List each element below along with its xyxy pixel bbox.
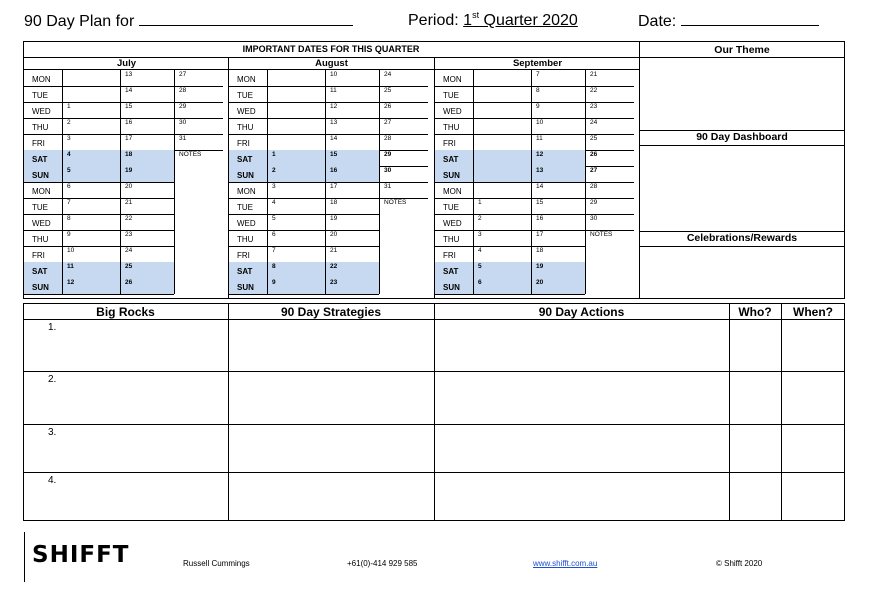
calendar-row <box>229 230 379 246</box>
our-theme-title: Our Theme <box>714 44 770 56</box>
date-number: 21 <box>590 71 598 78</box>
date-number: 8 <box>536 87 540 94</box>
date-number: 14 <box>330 135 338 142</box>
date-number: 5 <box>272 215 276 222</box>
date-number: 16 <box>330 167 338 174</box>
calendar-row <box>24 86 174 102</box>
weekday-label: SAT <box>237 267 253 276</box>
notes-label: NOTES <box>590 231 613 238</box>
weekday-label: MON <box>32 75 51 84</box>
weekday-label: WED <box>443 219 462 228</box>
weekday-label: SUN <box>32 283 49 292</box>
month-july <box>24 58 229 292</box>
month-title: September <box>435 58 640 70</box>
strategies-header: 90 Day Strategies <box>280 305 382 319</box>
date-number: 3 <box>478 231 482 238</box>
calendar-row <box>24 182 174 198</box>
date-number: 27 <box>590 167 598 174</box>
date-number: 7 <box>67 199 71 206</box>
date-number: 19 <box>125 167 133 174</box>
month-september <box>435 58 640 292</box>
calendar-row <box>435 182 585 198</box>
date-number: 9 <box>272 279 276 286</box>
date-number: 13 <box>125 71 133 78</box>
date-number: 18 <box>330 199 338 206</box>
date-number: 10 <box>330 71 338 78</box>
date-number: 10 <box>67 247 75 254</box>
calendar-row <box>435 246 585 262</box>
date-number: 21 <box>330 247 338 254</box>
date-number: 15 <box>536 199 544 206</box>
weekday-label: WED <box>32 219 51 228</box>
calendar-row <box>229 102 379 118</box>
date-number: 29 <box>384 151 392 158</box>
calendar-row <box>435 134 585 150</box>
calendar-row <box>435 150 585 166</box>
date-number: 27 <box>384 119 392 126</box>
weekday-label: THU <box>237 235 254 244</box>
month-title: July <box>24 58 229 70</box>
date-number: 24 <box>125 247 133 254</box>
important-dates-title: IMPORTANT DATES FOR THIS QUARTER <box>242 44 420 54</box>
calendar-row <box>24 166 174 182</box>
date-number: 19 <box>330 215 338 222</box>
calendar-row <box>229 70 379 86</box>
shifft-logo: SHIFFT <box>32 542 130 568</box>
weekday-label: THU <box>32 123 49 132</box>
calendar-row <box>229 278 379 294</box>
period-label: Period: 1st Quarter 2020 <box>408 10 578 29</box>
weekday-label: SUN <box>443 171 460 180</box>
website-link[interactable]: www.shifft.com.au <box>533 559 598 568</box>
date-number: 11 <box>330 87 337 94</box>
date-number: 6 <box>272 231 276 238</box>
weekday-label: TUE <box>237 91 253 100</box>
date-number: 6 <box>478 279 482 286</box>
date-number: 25 <box>125 263 133 270</box>
weekday-label: FRI <box>237 251 250 260</box>
weekday-label: MON <box>237 75 256 84</box>
date-number: 7 <box>272 247 276 254</box>
month-title: August <box>229 58 434 70</box>
date-number: 24 <box>384 71 392 78</box>
when-header: When? <box>793 305 833 319</box>
date-number: 10 <box>536 119 544 126</box>
date-number: 28 <box>179 87 187 94</box>
calendar-row <box>24 102 174 118</box>
date-number: 31 <box>179 135 187 142</box>
calendar-row <box>24 246 174 262</box>
date-number: 5 <box>478 263 482 270</box>
date-number: 14 <box>125 87 133 94</box>
actions-header: 90 Day Actions <box>538 305 625 319</box>
calendar-row <box>24 150 174 166</box>
date-number: 26 <box>384 103 392 110</box>
date-number: 23 <box>590 103 598 110</box>
calendar-row <box>435 230 585 246</box>
weekday-label: WED <box>237 107 256 116</box>
phone-number: +61(0)-414 929 585 <box>347 559 418 568</box>
weekday-label: THU <box>443 123 460 132</box>
big-rock-number: 3. <box>48 427 57 438</box>
date-number: 8 <box>67 215 71 222</box>
date-number: 22 <box>590 87 598 94</box>
weekday-label: THU <box>443 235 460 244</box>
weekday-label: SAT <box>443 267 459 276</box>
date-number: 26 <box>590 151 598 158</box>
date-number: 30 <box>384 167 392 174</box>
period-value: 1st Quarter 2020 <box>463 10 578 29</box>
calendar-row <box>435 86 585 102</box>
date-number: 2 <box>272 167 276 174</box>
big-rock-number: 4. <box>48 475 57 486</box>
weekday-label: SAT <box>32 267 48 276</box>
weekday-label: TUE <box>443 203 459 212</box>
date-number: 11 <box>536 135 543 142</box>
date-number: 16 <box>536 215 544 222</box>
date-number: 11 <box>67 263 74 270</box>
date-number: 6 <box>67 183 71 190</box>
date-number: 3 <box>67 135 71 142</box>
date-number: 23 <box>125 231 133 238</box>
date-number: 17 <box>330 183 338 190</box>
calendar-row <box>229 214 379 230</box>
date-number: 9 <box>67 231 71 238</box>
calendar-row <box>229 166 379 182</box>
date-number: 20 <box>125 183 133 190</box>
weekday-label: FRI <box>443 139 456 148</box>
calendar-row <box>435 102 585 118</box>
weekday-label: SUN <box>237 283 254 292</box>
weekday-label: FRI <box>32 251 45 260</box>
calendar-row <box>229 198 379 214</box>
notes-label: NOTES <box>179 151 202 158</box>
date-number: 21 <box>125 199 133 206</box>
weekday-label: SAT <box>237 155 253 164</box>
date-number: 22 <box>125 215 133 222</box>
date-number: 27 <box>179 71 187 78</box>
date-number: 22 <box>330 263 338 270</box>
weekday-label: WED <box>237 219 256 228</box>
date-number: 5 <box>67 167 71 174</box>
date-number: 20 <box>536 279 544 286</box>
calendar-row <box>229 86 379 102</box>
date-number: 29 <box>179 103 187 110</box>
date-number: 9 <box>536 103 540 110</box>
date-number: 4 <box>67 151 71 158</box>
date-blank[interactable] <box>681 12 819 26</box>
date-number: 19 <box>536 263 544 270</box>
calendar-row <box>435 262 585 278</box>
date-number: 30 <box>590 215 598 222</box>
weekday-label: THU <box>237 123 254 132</box>
date-number: 18 <box>125 151 133 158</box>
date-number: 25 <box>384 87 392 94</box>
weekday-label: SUN <box>443 283 460 292</box>
weekday-label: WED <box>443 107 462 116</box>
date-number: 30 <box>179 119 187 126</box>
date-number: 1 <box>478 199 482 206</box>
calendar-row <box>229 150 379 166</box>
calendar-row <box>435 198 585 214</box>
date-number: 28 <box>384 135 392 142</box>
weekday-label: SUN <box>237 171 254 180</box>
big-rock-number: 1. <box>48 322 57 333</box>
date-number: 13 <box>536 167 544 174</box>
calendar-row <box>435 70 585 86</box>
weekday-label: MON <box>443 75 462 84</box>
date-label: Date: <box>638 12 819 31</box>
copyright-text: © Shifft 2020 <box>716 559 763 568</box>
date-number: 16 <box>125 119 133 126</box>
weekday-label: FRI <box>32 139 45 148</box>
weekday-label: MON <box>32 187 51 196</box>
notes-label: NOTES <box>384 199 407 206</box>
calendar-row <box>435 118 585 134</box>
weekday-label: FRI <box>237 139 250 148</box>
calendar-row <box>229 118 379 134</box>
calendar-row <box>435 166 585 182</box>
date-number: 4 <box>478 247 482 254</box>
date-number: 25 <box>590 135 598 142</box>
date-number: 24 <box>590 119 598 126</box>
weekday-label: SUN <box>32 171 49 180</box>
date-number: 4 <box>272 199 276 206</box>
date-number: 1 <box>272 151 276 158</box>
plan-for-label: 90 Day Plan for <box>24 12 353 31</box>
date-number: 23 <box>330 279 338 286</box>
big-rocks-header: Big Rocks <box>96 305 155 319</box>
calendar-row <box>229 246 379 262</box>
date-number: 15 <box>330 151 338 158</box>
weekday-label: THU <box>32 235 49 244</box>
calendar-row <box>24 262 174 278</box>
calendar-row <box>24 230 174 246</box>
celebrations-title: Celebrations/Rewards <box>686 232 798 244</box>
calendar-row <box>229 182 379 198</box>
logo-divider <box>24 532 25 582</box>
date-number: 3 <box>272 183 276 190</box>
calendar-row <box>24 278 174 294</box>
calendar-row <box>24 198 174 214</box>
weekday-label: MON <box>237 187 256 196</box>
calendar-row <box>24 214 174 230</box>
date-number: 17 <box>125 135 133 142</box>
weekday-label: MON <box>443 187 462 196</box>
weekday-label: WED <box>32 107 51 116</box>
who-header: Who? <box>738 305 772 319</box>
date-number: 18 <box>536 247 544 254</box>
calendar-row <box>435 278 585 294</box>
calendar-row <box>24 118 174 134</box>
calendar-row <box>229 262 379 278</box>
big-rock-number: 2. <box>48 374 57 385</box>
date-number: 8 <box>272 263 276 270</box>
date-number: 7 <box>536 71 540 78</box>
date-number: 15 <box>125 103 133 110</box>
calendar-row <box>229 134 379 150</box>
weekday-label: TUE <box>443 91 459 100</box>
plan-for-blank[interactable] <box>139 12 353 26</box>
date-number: 1 <box>67 103 71 110</box>
weekday-label: FRI <box>443 251 456 260</box>
weekday-label: TUE <box>32 91 48 100</box>
calendar-row <box>24 134 174 150</box>
month-august <box>229 58 434 292</box>
date-number: 13 <box>330 119 338 126</box>
date-number: 28 <box>590 183 598 190</box>
date-number: 29 <box>590 199 598 206</box>
weekday-label: SAT <box>443 155 459 164</box>
date-number: 12 <box>536 151 544 158</box>
date-number: 17 <box>536 231 544 238</box>
date-number: 20 <box>330 231 338 238</box>
date-number: 2 <box>478 215 482 222</box>
date-number: 31 <box>384 183 392 190</box>
calendar-row <box>435 214 585 230</box>
weekday-label: TUE <box>237 203 253 212</box>
weekday-label: TUE <box>32 203 48 212</box>
date-number: 2 <box>67 119 71 126</box>
author-name: Russell Cummings <box>183 559 250 568</box>
date-number: 14 <box>536 183 544 190</box>
calendar-row <box>24 70 174 86</box>
weekday-label: SAT <box>32 155 48 164</box>
date-number: 26 <box>125 279 133 286</box>
dashboard-title: 90 Day Dashboard <box>696 131 788 143</box>
date-number: 12 <box>67 279 75 286</box>
date-number: 12 <box>330 103 338 110</box>
